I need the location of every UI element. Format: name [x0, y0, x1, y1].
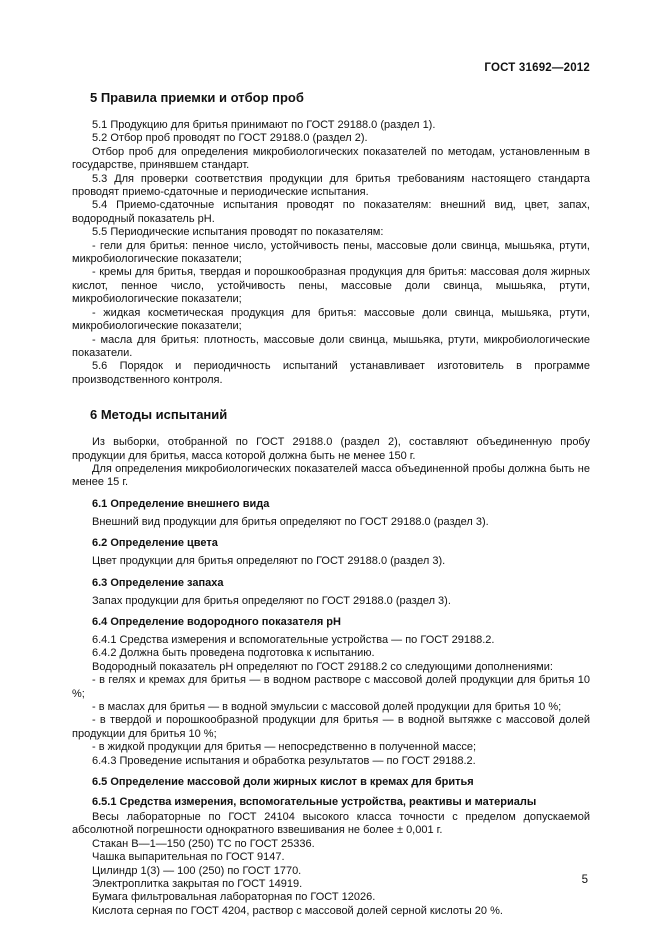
paragraph-5-3: 5.3 Для проверки соответствия продукции для бритья требованиям настоящего стандарта проводят приемо-сдаточные и периодические испытания. — [72, 172, 590, 199]
paragraph-filter-paper: Бумага фильтровальная лабораторная по ГОСТ 12026. — [92, 891, 376, 904]
list-item-ph-gels: - в гелях и кремах для бритья — в водном растворе с массовой долей продукции для бритья 10 %; — [72, 674, 590, 700]
list-item-ph-solid: - в твердой и порошкообразной продукции для бритья — в водной вытяжке с массовой долей продукции для бритья 10 %; — [72, 714, 590, 740]
paragraph-6-4-3: 6.4.3 Проведение испытания и обработка результатов — по ГОСТ 29188.2. — [92, 754, 476, 767]
subsection-6-3-title: 6.3 Определение запаха — [92, 576, 224, 589]
page-number: 5 — [581, 874, 588, 886]
paragraph-5-5: 5.5 Периодические испытания проводят по показателям: — [92, 226, 384, 239]
paragraph-6-1: Внешний вид продукции для бритья определяют по ГОСТ 29188.0 (раздел 3). — [92, 515, 489, 528]
paragraph-5-4: 5.4 Приемо-сдаточные испытания проводят по показателям: внешний вид, цвет, запах, водородный показатель pH. — [72, 199, 590, 225]
paragraph-beaker: Стакан В—1—150 (250) ТС по ГОСТ 25336. — [92, 837, 315, 850]
paragraph-dish: Чашка выпарительная по ГОСТ 9147. — [92, 851, 285, 864]
subsection-6-1-title: 6.1 Определение внешнего вида — [92, 497, 270, 510]
paragraph-5-1: 5.1 Продукцию для бритья принимают по ГОСТ 29188.0 (раздел 1). — [92, 119, 436, 131]
subsection-6-2-title: 6.2 Определение цвета — [92, 537, 218, 550]
subsection-6-4-title: 6.4 Определение водородного показателя pH — [92, 615, 341, 628]
paragraph-6-2: Цвет продукции для бритья определяют по ГОСТ 29188.0 (раздел 3). — [92, 555, 446, 568]
paragraph-6-4-2: 6.4.2 Должна быть проведена подготовка к испытанию. — [92, 647, 375, 660]
document-code: ГОСТ 31692—2012 — [484, 62, 590, 74]
paragraph-6-4-1: 6.4.1 Средства измерения и вспомогательные устройства — по ГОСТ 29188.2. — [92, 633, 495, 646]
document-content — [72, 90, 590, 918]
section-6-title: 6 Методы испытаний — [90, 407, 228, 423]
subsection-6-5-1-title: 6.5.1 Средства измерения, вспомогательные устройства, реактивы и материалы — [92, 796, 537, 809]
list-item-oils: - масла для бритья: плотность, массовые доли свинца, мышьяка, ртути, микробиологические показатели. — [72, 333, 590, 359]
paragraph-6-4-ph: Водородный показатель pH определяют по ГОСТ 29188.2 со следующими дополнениями: — [92, 660, 553, 673]
paragraph-scales: Весы лабораторные по ГОСТ 24104 высокого класса точности с пределом допускаемой абсолютной погрешности однократного взвешивания не более ± 0,001 г. — [72, 811, 590, 837]
paragraph-cylinder: Цилиндр 1(3) — 100 (250) по ГОСТ 1770. — [92, 864, 302, 877]
list-item-creams: - кремы для бритья, твердая и порошкообразная продукция для бритья: массовая доля жирных кислот, пенное число, устойчивость пены, массовые доли свинца, мышьяка, ртути, микробиологические показатели; — [72, 266, 590, 306]
list-item-ph-liquid: - в жидкой продукции для бритья — непосредственно в полученной массе; — [92, 741, 477, 754]
subsection-6-5-title: 6.5 Определение массовой доли жирных кислот в кремах для бритья — [92, 776, 474, 789]
list-item-ph-oils: - в маслах для бритья — в водной эмульсии с массовой долей продукции для бритья 10 %; — [92, 701, 562, 713]
paragraph-5-6: 5.6 Порядок и периодичность испытаний устанавливает изготовитель в программе производственного контроля. — [72, 360, 590, 386]
paragraph-6-intro-2: Для определения микробиологических показателей масса объединенной пробы должна быть не менее 15 г. — [72, 462, 590, 489]
list-item-liquid: - жидкая косметическая продукция для бритья: массовые доли свинца, мышьяка, ртути, микробиологические показатели; — [72, 306, 590, 333]
paragraph-6-intro-1: Из выборки, отобранной по ГОСТ 29188.0 (раздел 2), составляют объединенную пробу продукции для бритья, масса которой должна быть не менее 150 г. — [72, 436, 590, 462]
section-5-title: 5 Правила приемки и отбор проб — [90, 90, 304, 105]
paragraph-hotplate: Электроплитка закрытая по ГОСТ 14919. — [92, 878, 303, 891]
paragraph-5-2: 5.2 Отбор проб проводят по ГОСТ 29188.0 (раздел 2). — [92, 132, 368, 145]
paragraph-6-3: Запах продукции для бритья определяют по ГОСТ 29188.0 (раздел 3). — [92, 594, 451, 607]
paragraph-sulfuric-acid: Кислота серная по ГОСТ 4204, раствор с массовой долей серной кислоты 20 %. — [92, 904, 503, 917]
list-item-gels: - гели для бритья: пенное число, устойчивость пены, массовые доли свинца, мышьяка, ртути, микробиологические показатели; — [72, 239, 590, 266]
paragraph-5-2-note: Отбор проб для определения микробиологических показателей по методам, установленным в государстве, принявшем стандарт. — [72, 145, 590, 172]
